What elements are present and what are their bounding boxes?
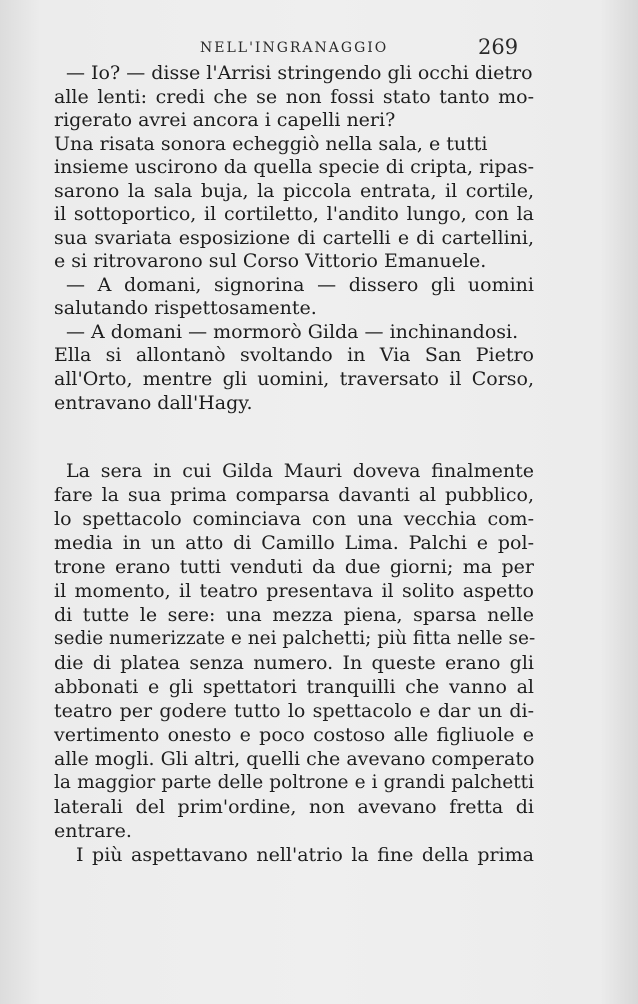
text-line: sedie numerizzate e nei palchetti; più fitta nelle se- (54, 628, 536, 649)
text-line: — Io? — disse l'Arrisi stringendo gli occhi dietro (66, 62, 533, 84)
text-line: fare la sua prima comparsa davanti al pubblico, (54, 484, 534, 506)
text-line: Una risata sonora echeggiò nella sala, e tutti (54, 133, 488, 155)
text-line: — A domani, signorina — dissero gli uomini (66, 274, 534, 296)
text-line: lo spettacolo cominciava con una vecchia com- (54, 508, 534, 530)
text-line: — A domani — mormorò Gilda — inchinandosi. (66, 321, 519, 343)
text-line: trone erano tutti venduti da due giorni; ma per (54, 556, 534, 578)
text-line: la maggior parte delle poltrone e i grandi palchetti (54, 772, 534, 793)
text-line: laterali del prim'ordine, non avevano fretta di (54, 796, 534, 818)
text-line: e si ritrovarono sul Corso Vittorio Emanuele. (54, 250, 487, 272)
text-line: rigerato avrei ancora i capelli neri? (54, 109, 396, 131)
page-number: 269 (478, 35, 519, 59)
text-line: alle lenti: credi che se non fossi stato tanto mo- (54, 86, 534, 108)
text-line: salutando rispettosamente. (54, 297, 317, 319)
text-line: alle mogli. Gli altri, quelli che avevano comperato (54, 748, 535, 770)
text-line: insieme uscirono da quella specie di cripta, ripas- (54, 156, 534, 178)
text-line: all'Orto, mentre gli uomini, traversato il Corso, (54, 368, 534, 390)
text-line: entravano dall'Hagy. (54, 392, 253, 414)
running-head: NELL'INGRANAGGIO (200, 40, 389, 56)
text-line: sua svariata esposizione di cartelli e di cartellini, (54, 227, 534, 249)
text-line: sarono la sala buja, la piccola entrata, il cortile, (54, 180, 534, 202)
text-line: La sera in cui Gilda Mauri doveva finalmente (66, 460, 534, 482)
text-line: il momento, il teatro presentava il solito aspetto (54, 580, 534, 602)
text-line: media in un atto di Camillo Lima. Palchi e pol- (54, 532, 534, 554)
text-line: entrare. (54, 820, 132, 842)
text-line: die di platea senza numero. In queste erano gli (54, 652, 534, 674)
text-line: il sottoportico, il cortiletto, l'andito lungo, con la (54, 203, 534, 225)
text-line: abbonati e gli spettatori tranquilli che vanno al (54, 676, 534, 698)
text-line: di tutte le sere: una mezza piena, sparsa nelle (54, 604, 534, 626)
text-line: teatro per godere tutto lo spettacolo e dar un di- (54, 700, 534, 722)
text-line: vertimento onesto e poco costoso alle figliuole e (54, 724, 534, 746)
text-line: Ella si allontanò svoltando in Via San Pietro (54, 344, 534, 366)
text-line: I più aspettavano nell'atrio la fine della prima (76, 844, 534, 866)
